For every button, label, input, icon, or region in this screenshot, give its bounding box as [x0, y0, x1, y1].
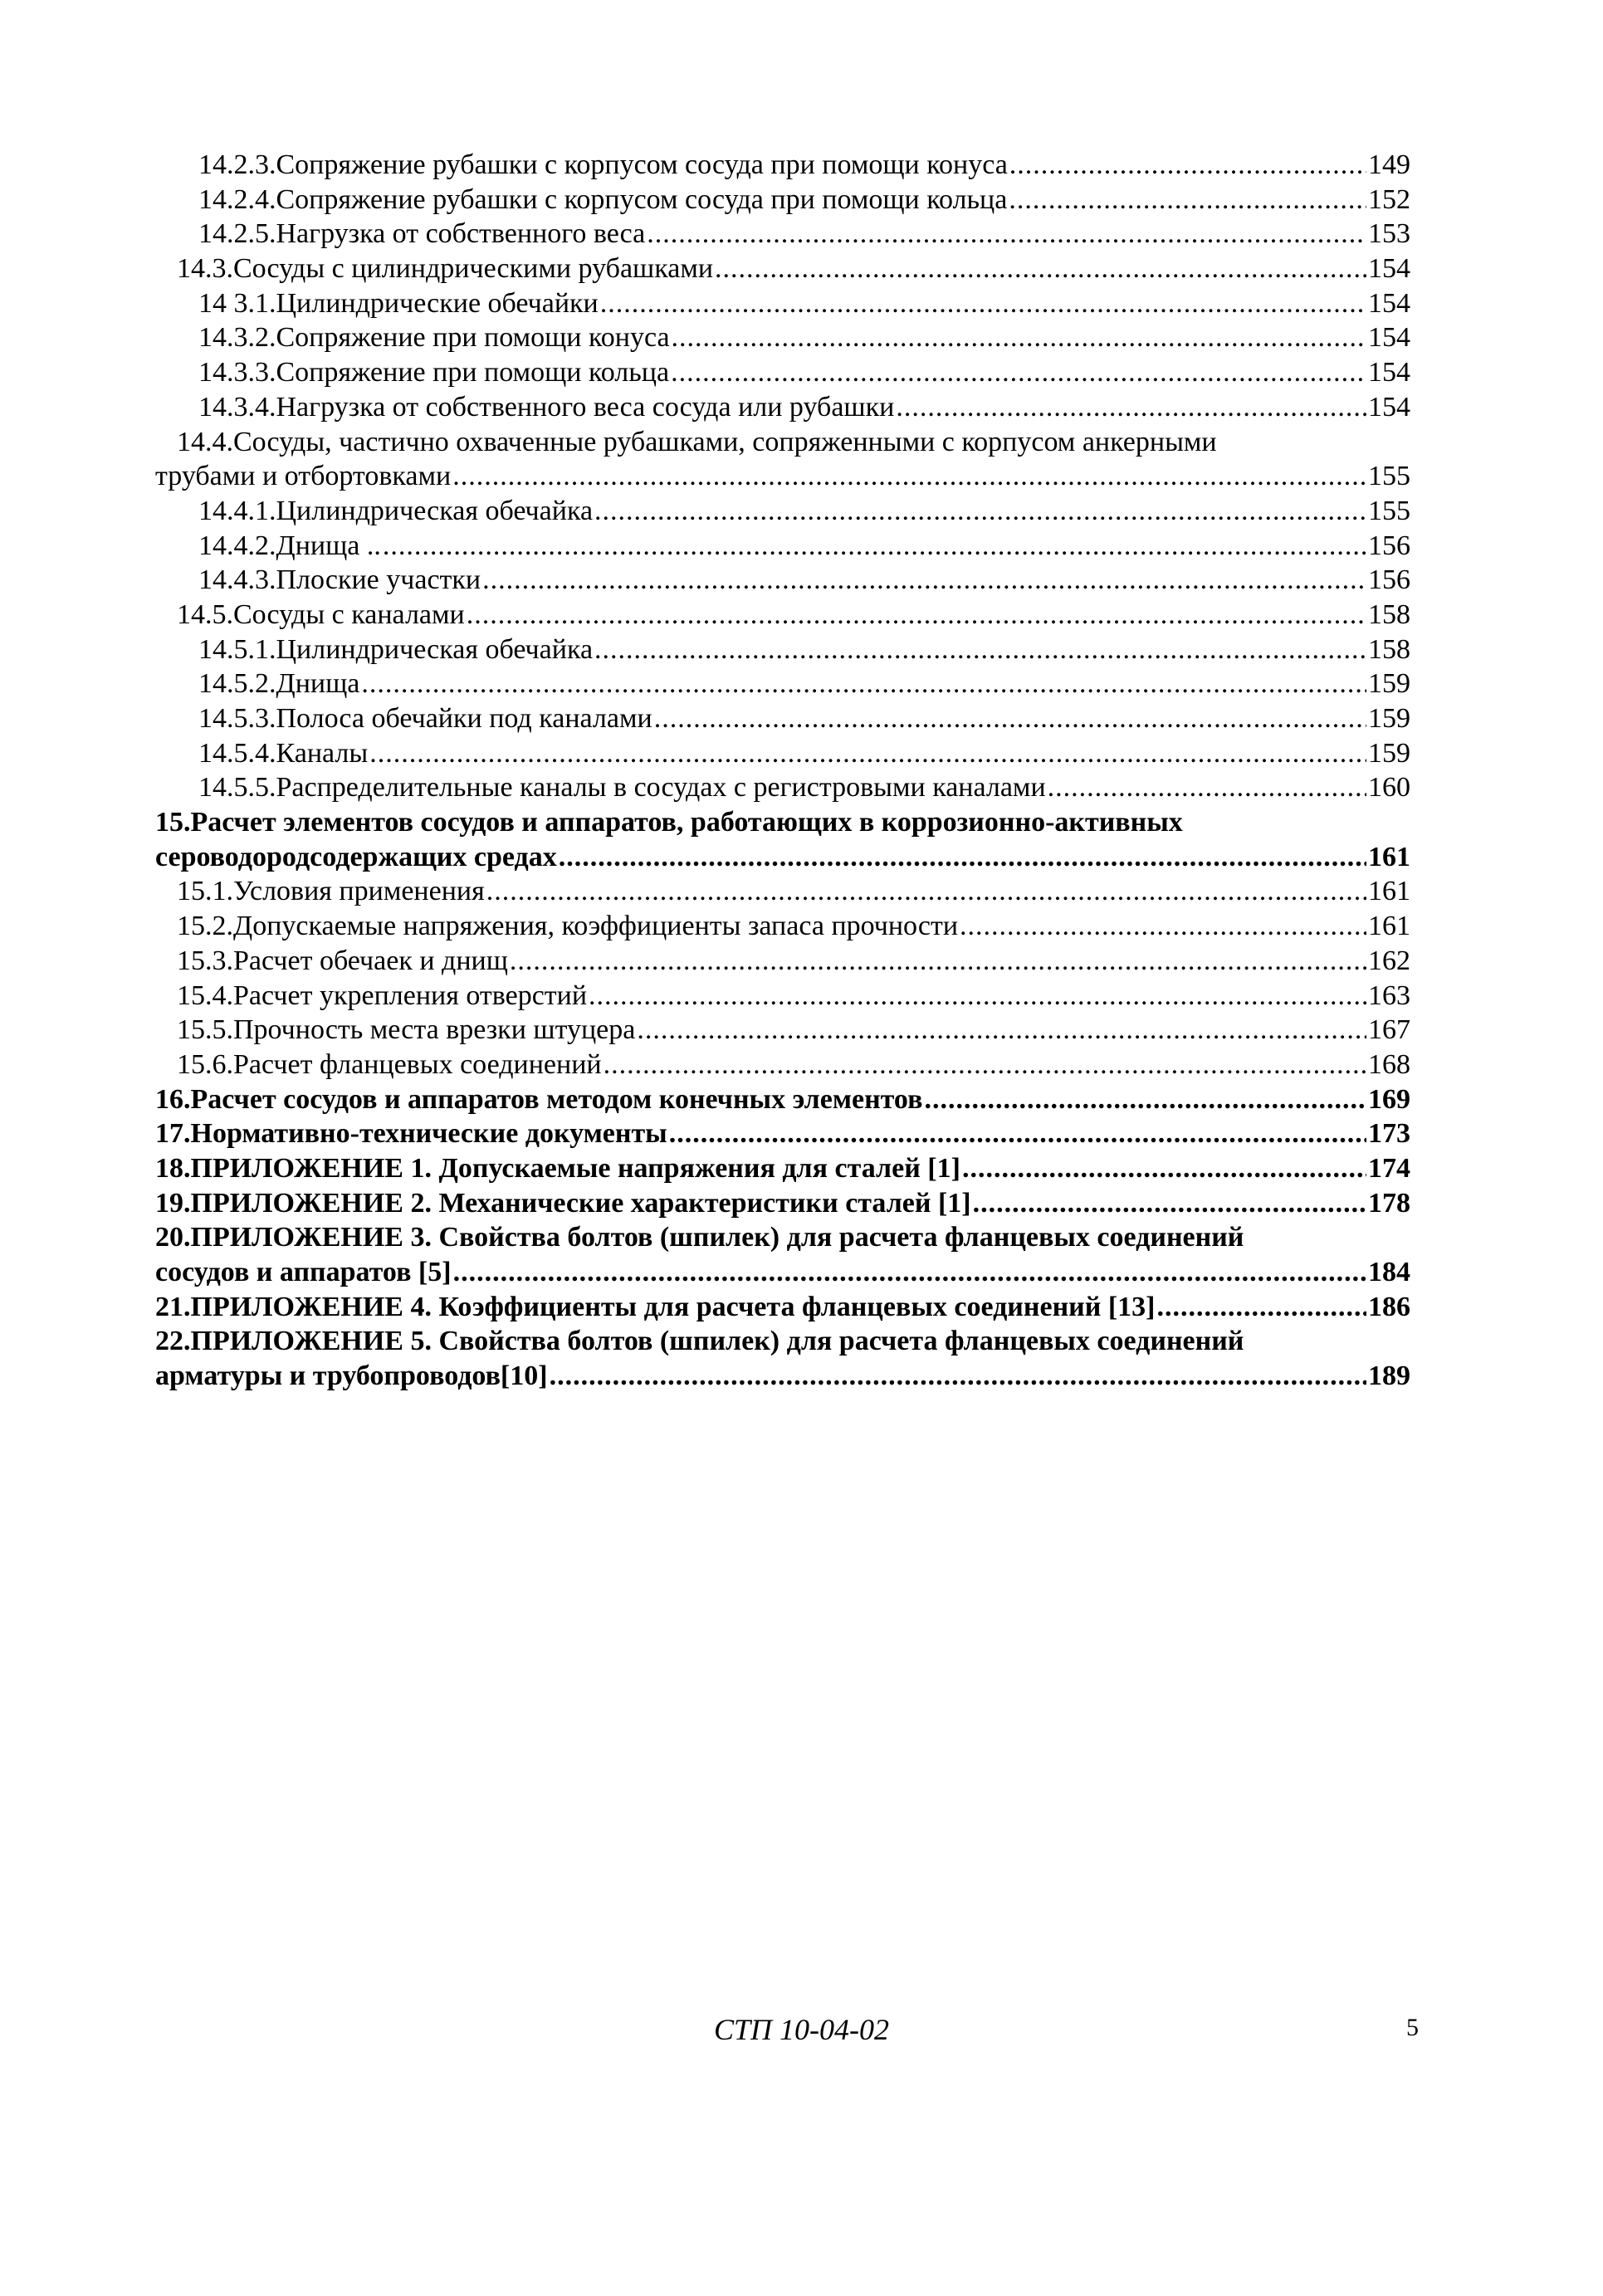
- toc-entry-title: Прочность места врезки штуцера: [233, 1014, 636, 1046]
- toc-entry-page: 149: [1368, 149, 1410, 180]
- toc-entry-page: 158: [1368, 633, 1410, 665]
- toc-entry-title: Сосуды, частично охваченные рубашками, сопряженными с корпусом анкерными: [233, 426, 1217, 457]
- toc-entry-number: 14.5.5.: [198, 772, 276, 804]
- toc-entry-number: 17.: [155, 1118, 191, 1150]
- toc-entry: [155, 286, 1410, 321]
- toc-entry-number: 15.3.: [177, 945, 233, 976]
- toc-entry-title: арматуры и трубопроводов[10]: [155, 1361, 548, 1392]
- toc-entry-number: 19.: [155, 1187, 191, 1219]
- toc-entry-title: Расчет обечаек и днищ: [233, 945, 508, 976]
- toc-entry-number: 14.3.3.: [198, 357, 276, 388]
- toc-entry-number: 18.: [155, 1152, 191, 1184]
- toc-leader-dots: [896, 390, 1366, 425]
- toc-entry: [155, 320, 1410, 355]
- toc-entry: [155, 701, 1410, 736]
- toc-entry-page: 189: [1368, 1361, 1410, 1392]
- toc-entry-title: ПРИЛОЖЕНИЕ 4. Коэффициенты для расчета фланцевых соединений [13]: [190, 1291, 1156, 1322]
- toc-entry: [155, 805, 1410, 840]
- toc-entry-title: Расчет фланцевых соединений: [233, 1048, 602, 1080]
- toc-entry-number: 15.2.: [177, 911, 233, 942]
- toc-entry-title: Днища: [276, 668, 360, 700]
- toc-entry: [155, 1359, 1410, 1394]
- toc-entry-number: 14.2.5.: [198, 218, 276, 250]
- toc-entry-page: 184: [1368, 1257, 1410, 1287]
- toc-entry-page: 169: [1368, 1083, 1410, 1115]
- toc-entry-title: сосудов и аппаратов [5]: [155, 1257, 452, 1287]
- toc-entry: [155, 736, 1410, 771]
- toc-entry-page: 156: [1368, 564, 1410, 596]
- toc-entry-title: Цилиндрическая обечайка: [276, 495, 594, 526]
- toc-leader-dots: [973, 1186, 1366, 1221]
- toc-leader-dots: [669, 1116, 1366, 1151]
- toc-leader-dots: [550, 1359, 1366, 1394]
- toc-leader-dots: [924, 1082, 1366, 1117]
- toc-entry: [155, 529, 1410, 564]
- toc-entry-title: Нагрузка от собственного веса: [276, 218, 646, 250]
- toc-entry-number: 14.5.1.: [198, 633, 276, 665]
- toc-leader-dots: [1048, 770, 1366, 805]
- toc-entry: [155, 1324, 1410, 1359]
- toc-entry-number: 22.: [155, 1326, 191, 1357]
- toc-entry-page: 155: [1368, 461, 1410, 492]
- toc-entry-page: 158: [1368, 598, 1410, 630]
- toc-entry-page: 173: [1368, 1118, 1410, 1150]
- toc-leader-dots: [559, 840, 1366, 875]
- toc-entry-number: 14.4.: [177, 426, 233, 457]
- toc-entry-number: 21.: [155, 1291, 191, 1322]
- toc-entry-title: Расчет элементов сосудов и аппаратов, работающих в коррозионно-активных: [190, 807, 1183, 838]
- toc-entry-number: 14.3.2.: [198, 322, 276, 354]
- toc-entry-page: 159: [1368, 703, 1410, 734]
- toc-leader-dots: [486, 874, 1366, 909]
- toc-leader-dots: [452, 459, 1366, 494]
- toc-entry: [155, 633, 1410, 667]
- toc-entry: [155, 459, 1410, 494]
- toc-leader-dots: [962, 1151, 1366, 1186]
- toc-leader-dots: [467, 598, 1366, 633]
- toc-leader-dots: [1009, 183, 1366, 217]
- toc-entry: [155, 598, 1410, 633]
- toc-entry-title: Сопряжение рубашки с корпусом сосуда при помощи конуса: [276, 149, 1008, 180]
- toc-entry: [155, 183, 1410, 217]
- toc-entry-title: сероводородсодержащих средах: [155, 841, 557, 872]
- toc-entry-number: 14.2.4.: [198, 183, 276, 215]
- toc-entry: [155, 1186, 1410, 1221]
- toc-entry: [155, 563, 1410, 598]
- toc-entry: [155, 944, 1410, 979]
- toc-entry-number: 14.2.3.: [198, 149, 276, 180]
- toc-entry-title: ПРИЛОЖЕНИЕ 2. Механические характеристики сталей [1]: [190, 1187, 971, 1219]
- toc-entry-number: 15.4.: [177, 979, 233, 1011]
- toc-entry-number: 14.5.3.: [198, 703, 276, 734]
- toc-leader-dots: [594, 494, 1366, 529]
- toc-entry-page: 174: [1368, 1152, 1410, 1184]
- toc-entry-number: 14.5.: [177, 598, 233, 630]
- toc-entry-page: 163: [1368, 979, 1410, 1011]
- toc-entry-page: 155: [1368, 495, 1410, 526]
- toc-entry: [155, 1255, 1410, 1290]
- toc-leader-dots: [369, 736, 1366, 771]
- toc-entry-page: 161: [1368, 911, 1410, 942]
- toc-entry-page: 186: [1368, 1291, 1410, 1322]
- toc-entry-page: 167: [1368, 1014, 1410, 1046]
- toc-entry-page: 154: [1368, 253, 1410, 285]
- toc-leader-dots: [654, 701, 1366, 736]
- toc-leader-dots: [1157, 1290, 1367, 1325]
- toc-leader-dots: [715, 252, 1366, 286]
- toc-entry-number: 14.3.4.: [198, 391, 276, 423]
- toc-entry: [155, 1116, 1410, 1151]
- toc-entry-page: 154: [1368, 391, 1410, 423]
- toc-leader-dots: [453, 1255, 1366, 1290]
- toc-leader-dots: [671, 355, 1366, 390]
- toc-entry: [155, 667, 1410, 701]
- toc-entry: [155, 874, 1410, 909]
- footer-page-number: 5: [1406, 2014, 1419, 2041]
- toc-entry: [155, 770, 1410, 805]
- toc-entry-title: Нормативно-технические документы: [190, 1118, 667, 1150]
- toc-entry-page: 159: [1368, 668, 1410, 700]
- toc-entry-title: Распределительные каналы в сосудах с регистровыми каналами: [276, 772, 1046, 804]
- toc-entry-title: Цилиндрическая обечайка: [276, 633, 594, 665]
- toc-leader-dots: [647, 217, 1366, 252]
- toc-entry-number: 14 3.1.: [198, 287, 276, 319]
- toc-entry-page: 178: [1368, 1187, 1410, 1219]
- toc-entry-page: 159: [1368, 737, 1410, 769]
- toc-entry-page: 162: [1368, 945, 1410, 976]
- toc-entry-title: Расчет укрепления отверстий: [233, 979, 588, 1011]
- toc-entry-number: 14.5.4.: [198, 737, 276, 769]
- toc-entry-page: 156: [1368, 530, 1410, 561]
- toc-entry-title: ПРИЛОЖЕНИЕ 3. Свойства болтов (шпилек) для расчета фланцевых соединений: [190, 1222, 1244, 1253]
- toc-entry-page: 153: [1368, 218, 1410, 250]
- toc-entry: [155, 979, 1410, 1014]
- toc-leader-dots: [637, 1013, 1366, 1048]
- toc-leader-dots: [589, 979, 1366, 1014]
- toc-leader-dots: [600, 286, 1366, 321]
- toc-entry-number: 14.4.3.: [198, 564, 276, 596]
- toc-entry-page: 168: [1368, 1048, 1410, 1080]
- toc-leader-dots: [604, 1048, 1366, 1082]
- toc-leader-dots: [361, 667, 1366, 701]
- toc-entry-page: 154: [1368, 287, 1410, 319]
- toc-entry-page: 161: [1368, 841, 1410, 872]
- toc-entry: [155, 1151, 1410, 1186]
- toc-entry: [155, 1013, 1410, 1048]
- toc-entry-title: Каналы: [276, 737, 369, 769]
- toc-entry: [155, 494, 1410, 529]
- toc-entry-title: Расчет сосудов и аппаратов методом конечных элементов: [190, 1083, 923, 1115]
- toc-entry-title: Условия применения: [233, 876, 485, 907]
- toc-leader-dots: [482, 563, 1366, 598]
- toc-entry-number: 20.: [155, 1222, 191, 1253]
- toc-entry-title: Днища ..: [276, 530, 381, 561]
- toc-entry-number: 14.5.2.: [198, 668, 276, 700]
- toc-entry: [155, 355, 1410, 390]
- toc-entry-page: 161: [1368, 876, 1410, 907]
- toc-entry-number: 15.1.: [177, 876, 233, 907]
- toc-entry: [155, 1082, 1410, 1117]
- toc-entry-number: 15.5.: [177, 1014, 233, 1046]
- toc-entry-title: ПРИЛОЖЕНИЕ 1. Допускаемые напряжения для сталей [1]: [190, 1152, 960, 1184]
- toc-entry-page: 154: [1368, 357, 1410, 388]
- toc-entry-page: 160: [1368, 772, 1410, 804]
- toc-entry-title: Сосуды с цилиндрическими рубашками: [233, 253, 714, 285]
- toc-entry: [155, 1220, 1410, 1255]
- toc-leader-dots: [672, 320, 1366, 355]
- toc-entry-title: Сопряжение при помощи кольца: [276, 357, 670, 388]
- toc-entry-title: Нагрузка от собственного веса сосуда или рубашки: [276, 391, 895, 423]
- toc-entry-title: Сосуды с каналами: [233, 598, 465, 630]
- toc-leader-dots: [1009, 148, 1366, 183]
- toc-entry-title: Цилиндрические обечайки: [276, 287, 599, 319]
- toc-leader-dots: [510, 944, 1366, 979]
- toc-entry: [155, 1290, 1410, 1325]
- toc-entry: [155, 252, 1410, 286]
- toc-entry-number: 14.4.1.: [198, 495, 276, 526]
- toc-entry: [155, 217, 1410, 252]
- toc-entry-title: трубами и отбортовками: [155, 461, 452, 492]
- toc-entry: [155, 909, 1410, 944]
- toc-entry: [155, 148, 1410, 183]
- toc-entry-title: ПРИЛОЖЕНИЕ 5. Свойства болтов (шпилек) для расчета фланцевых соединений: [190, 1326, 1244, 1357]
- toc-entry: [155, 425, 1410, 460]
- toc-leader-dots: [960, 909, 1366, 944]
- toc-entry-page: 154: [1368, 322, 1410, 354]
- toc-leader-dots: [383, 529, 1366, 564]
- toc-entry-number: 14.4.2.: [198, 530, 276, 561]
- toc-entry-title: Сопряжение при помощи конуса: [276, 322, 670, 354]
- toc-entry-number: 15.: [155, 807, 191, 838]
- toc-entry-title: Полоса обечайки под каналами: [276, 703, 652, 734]
- toc-entry: [155, 840, 1410, 875]
- table-of-contents: [155, 148, 1410, 1394]
- toc-leader-dots: [594, 633, 1366, 667]
- toc-entry-title: Допускаемые напряжения, коэффициенты запаса прочности: [233, 911, 959, 942]
- footer-document-code: СТП 10-04-02: [713, 2013, 889, 2046]
- toc-entry-title: Сопряжение рубашки с корпусом сосуда при помощи кольца: [276, 183, 1008, 215]
- toc-entry-page: 152: [1368, 183, 1410, 215]
- toc-entry: [155, 1048, 1410, 1082]
- toc-entry-number: 16.: [155, 1083, 191, 1115]
- toc-entry-title: Плоские участки: [276, 564, 481, 596]
- toc-entry: [155, 390, 1410, 425]
- toc-entry-number: 14.3.: [177, 253, 233, 285]
- toc-entry-number: 15.6.: [177, 1048, 233, 1080]
